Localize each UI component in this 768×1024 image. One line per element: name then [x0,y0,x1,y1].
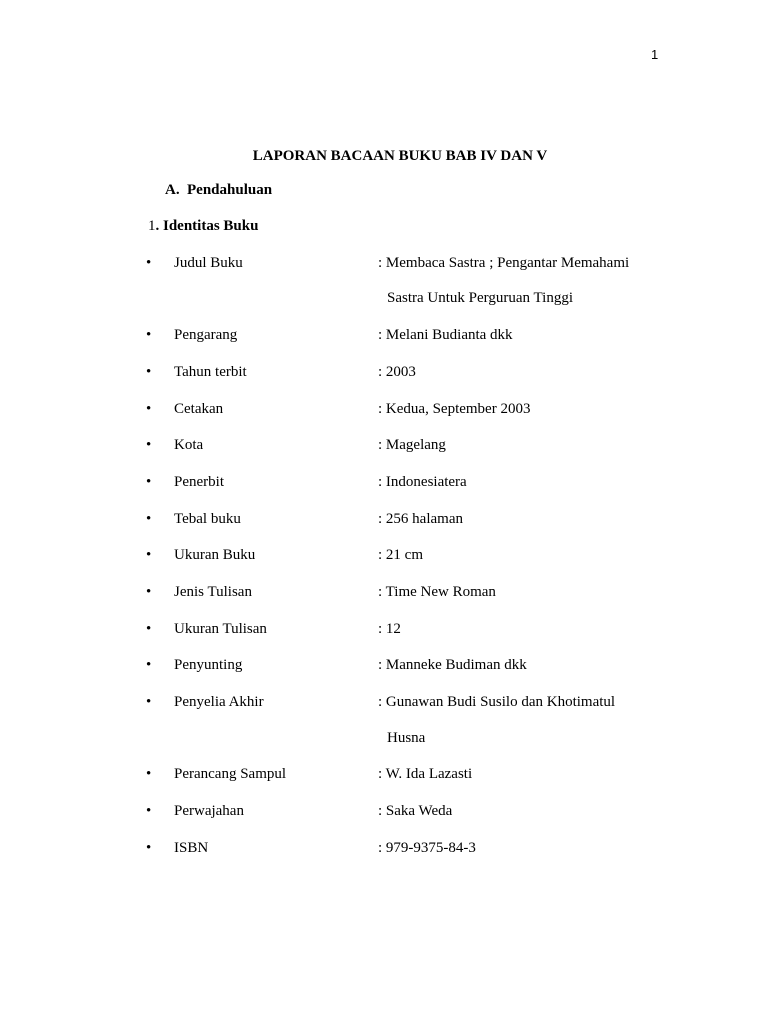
field-value: : Manneke Budiman dkk [378,657,527,673]
bullet-icon: • [146,255,152,271]
field-label: Pengarang [174,327,238,343]
subsection-heading [148,218,258,235]
info-row-perwajahan [0,803,768,825]
field-label: Tahun terbit [174,364,247,380]
page-number: 1 [651,47,659,62]
bullet-icon: • [146,401,152,417]
field-label: Kota [174,437,204,453]
field-value: : Melani Budianta dkk [378,327,513,343]
info-row-tebal-buku [0,511,768,533]
bullet-icon: • [146,511,152,527]
bullet-icon: • [146,547,152,563]
subsection-title: . Identitas Buku [155,218,259,234]
field-value: : 21 cm [378,547,423,563]
field-value: : Membaca Sastra ; Pengantar Memahami [378,255,630,271]
field-label: Penyelia Akhir [174,694,264,710]
info-row-penyunting [0,657,768,679]
bullet-icon: • [146,694,152,710]
field-value: : Gunawan Budi Susilo dan Khotimatul [378,694,616,710]
field-value: : Kedua, September 2003 [378,401,531,417]
info-row-ukuran-tulisan [0,621,768,643]
info-row-penyelia-akhir [0,694,768,716]
field-value: : Magelang [378,437,446,453]
field-value: : 256 halaman [378,511,463,527]
bullet-icon: • [146,474,152,490]
info-row-kota [0,437,768,459]
field-label: Judul Buku [174,255,243,271]
document-title: LAPORAN BACAAN BUKU BAB IV DAN V [252,148,548,164]
field-value-continuation: Husna [387,730,426,746]
section-heading [165,182,272,199]
field-value: : 979-9375-84-3 [378,840,476,856]
bullet-icon: • [146,327,152,343]
subsection-number: 1 [148,218,156,234]
field-label: Penerbit [174,474,224,490]
bullet-icon: • [146,766,152,782]
field-value: : 2003 [378,364,416,380]
field-label: ISBN [174,840,209,856]
field-label: Perancang Sampul [174,766,287,782]
bullet-icon: • [146,840,152,856]
info-row-tahun-terbit [0,364,768,386]
info-row-isbn [0,840,768,862]
bullet-icon: • [146,621,152,637]
info-row-perancang-sampul [0,766,768,788]
field-value: : Indonesiatera [378,474,467,490]
bullet-icon: • [146,584,152,600]
field-label: Ukuran Tulisan [174,621,267,637]
field-value: : Time New Roman [378,584,496,600]
field-value: : W. Ida Lazasti [378,766,473,782]
info-row-cetakan [0,401,768,423]
info-row-judul-buku [0,255,768,277]
field-label: Perwajahan [174,803,244,819]
field-value: : 12 [378,621,401,637]
section-letter: A. [165,182,180,198]
field-label: Jenis Tulisan [174,584,252,600]
bullet-icon: • [146,364,152,380]
section-title: Pendahuluan [187,182,273,198]
info-row-jenis-tulisan [0,584,768,606]
bullet-icon: • [146,437,152,453]
info-row-ukuran-buku [0,547,768,569]
info-row-pengarang [0,327,768,349]
bullet-icon: • [146,803,152,819]
info-row-penerbit [0,474,768,496]
bullet-icon: • [146,657,152,673]
field-value-continuation: Sastra Untuk Perguruan Tinggi [387,290,573,306]
field-value: : Saka Weda [378,803,453,819]
field-label: Tebal buku [174,511,241,527]
field-label: Penyunting [174,657,243,673]
field-label: Ukuran Buku [174,547,256,563]
field-label: Cetakan [174,401,224,417]
